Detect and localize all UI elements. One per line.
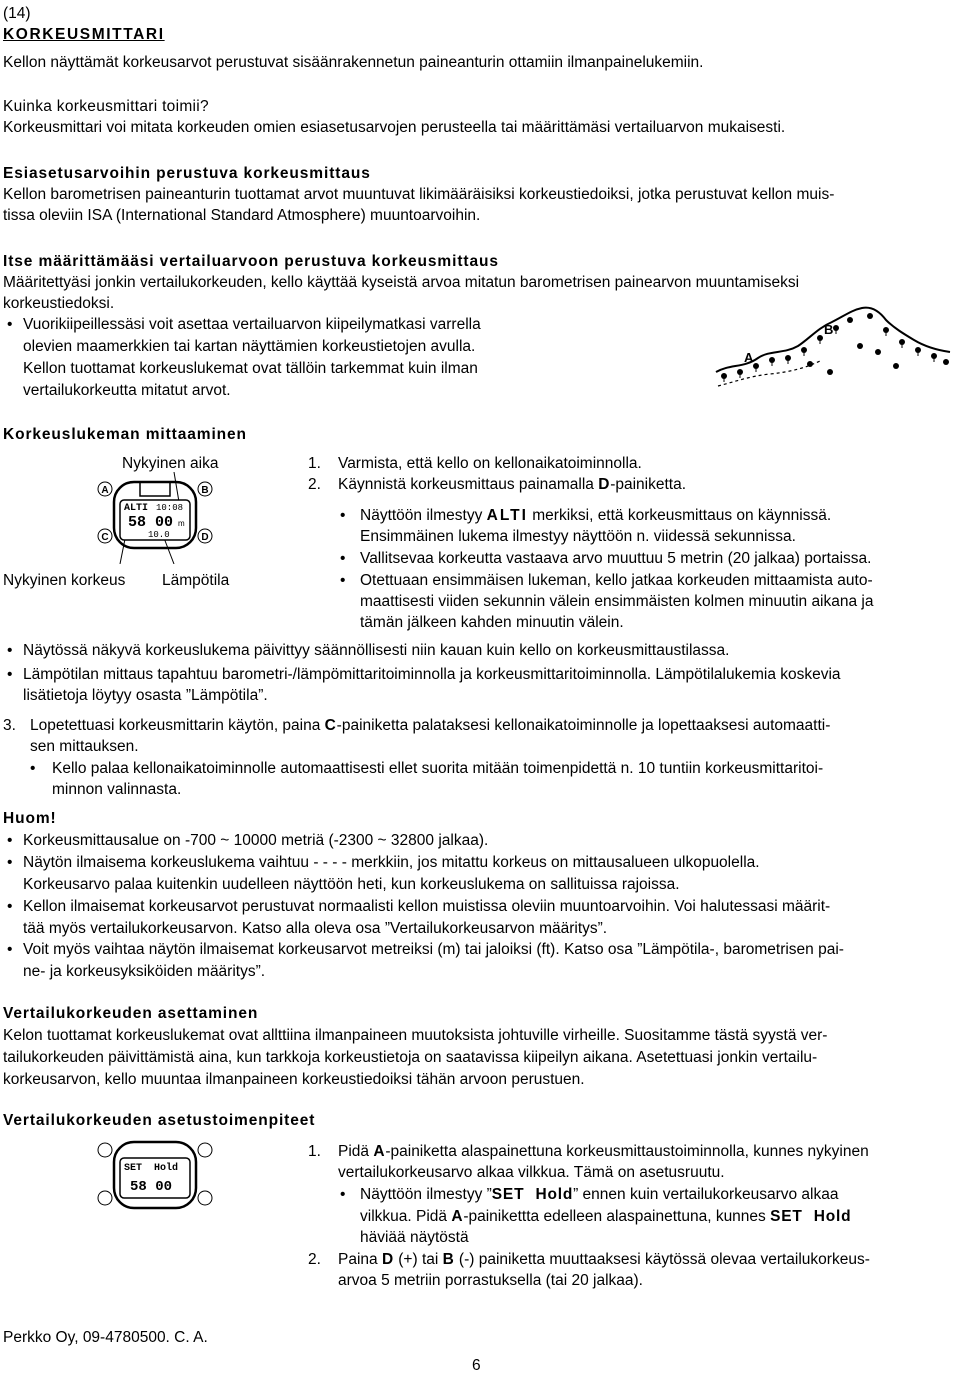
measure-step-2-pre: Käynnistä korkeusmittaus painamalla (338, 476, 599, 493)
bullet-dot: • (30, 760, 36, 777)
measure-step-2 (338, 474, 686, 495)
watch-set-value: 58 00 (130, 1179, 173, 1195)
measure-heading: Korkeuslukeman mittaaminen (3, 426, 247, 443)
measure-step-1: Varmista, että kello on kellonaikatoiminnolla. (338, 455, 642, 472)
step-number: 1. (308, 455, 321, 472)
watch-mode-text: ALTI (124, 503, 149, 514)
procedure-step-2-pre: Paina (338, 1251, 382, 1268)
note-bullet-line: ne- ja korkeusyksiköiden määritys”. (23, 963, 266, 980)
button-c-label: C (101, 532, 109, 543)
map-label-a: A (744, 350, 754, 365)
watch-display-illustration (96, 472, 214, 564)
measure-step-3-post: -painiketta palataksesi kellonaikatoiminnolle ja lopettaaksesi automaatti- (336, 717, 831, 734)
note-bullet-line: Voit myös vaihtaa näytön ilmaisemat korkeusarvot metreiksi (m) tai jaloiksi (ft). Katso osa ”Lämpötila-, barometrisen pai- (23, 941, 844, 958)
procedure-step-1-line2: vertailukorkeusarvo alkaa vilkkua. Tämä on asetusruutu. (338, 1164, 725, 1181)
procedure-step-2 (338, 1249, 870, 1270)
procedure-step-2-mid: (+) tai (393, 1251, 443, 1268)
page-number: 6 (472, 1357, 481, 1374)
measure-step-3-line2: sen mittauksen. (30, 738, 139, 755)
measure-bullet-2: Vallitsevaa korkeutta vastaava arvo muuttuu 5 metrin (20 jalkaa) portaissa. (360, 550, 872, 567)
measure-bullet-3-line: maattisesti viiden sekunnin välein ensimmäisten kolmen minuutin aikana ja (360, 593, 874, 610)
measure-bullet-1-line2: Ensimmäinen lukema ilmestyy näyttöön n. viidessä sekunnissa. (360, 528, 796, 545)
note-bullet-line: Korkeusmittausalue on -700 ~ 10000 metriä (-2300 ~ 32800 jalkaa). (23, 832, 489, 849)
procedure-bullet-line2 (360, 1206, 851, 1227)
procedure-bullet (360, 1184, 838, 1205)
step-number: 3. (3, 717, 16, 734)
note-bullet-line: Kellon ilmaisemat korkeusarvot perustuvat normaalisti kellon muistissa oleviin muuntoarvoihin. Voi halutessasi määrit- (23, 898, 831, 915)
key-a-label: A (373, 1143, 386, 1160)
set-hold-indicator: SET Hold (770, 1208, 852, 1225)
reference-line: korkeustiedoksi. (3, 295, 115, 312)
bullet-dot: • (340, 507, 346, 524)
button-b-label: B (201, 485, 209, 496)
procedure-step-2-line2: arvoa 5 metriin porrastuksella (tai 20 jalkaa). (338, 1272, 643, 1289)
how-heading: Kuinka korkeusmittari toimii? (3, 98, 209, 115)
label-temperature: Lämpötila (162, 572, 230, 589)
watch-set-text: SET (124, 1163, 143, 1174)
bullet-dot: • (7, 832, 13, 849)
procedure-bullet-line2-mid: -painikettta edelleen alaspainettuna, kunnes (463, 1208, 771, 1225)
preset-heading: Esiasetusarvoihin perustuva korkeusmittaus (3, 165, 371, 182)
bullet-dot: • (7, 642, 13, 659)
measure-step-3-pre: Lopetettuasi korkeusmittarin käytön, paina (30, 717, 325, 734)
watch-temp-text: 10.0 (148, 530, 170, 540)
procedure-bullet-mid: ” ennen kuin vertailukorkeusarvo alkaa (573, 1186, 839, 1203)
note-bullet-line: tää myös vertailukorkeusarvon. Katso alla oleva osa ”Vertailukorkeusarvon määritys”. (23, 920, 608, 937)
key-b-label: B (442, 1251, 455, 1268)
set-reference-heading: Vertailukorkeuden asettaminen (3, 1005, 259, 1022)
reference-bullet-line: Kellon tuottamat korkeuslukemat ovat tällöin tarkemmat kuin ilman (23, 360, 478, 377)
procedure-bullet-line3: häviää näytöstä (360, 1229, 469, 1246)
note-bullet-line: Korkeusarvo palaa kuitenkin uudelleen näyttöön heti, kun korkeuslukema on sallituissa rajoissa. (23, 876, 680, 893)
how-text: Korkeusmittari voi mitata korkeuden omien esiasetusarvojen perusteella tai määrittämäsi vertailuarvon mukaisesti. (3, 119, 786, 136)
bullet-dot: • (7, 316, 13, 333)
set-reference-line: tailukorkeuden päivittämistä aina, kun tarkkoja korkeustietoja on saatavissa kiipeilyn aikana. Asetettuasi jonkin vertailu- (3, 1049, 818, 1066)
footer-text: Perkko Oy, 09-4780500. C. A. (3, 1329, 208, 1346)
step-number: 1. (308, 1143, 321, 1160)
reference-line: Määritettyäsi jonkin vertailukorkeuden, kello käyttää kyseistä arvoa mitatun barometrisen painearvon muuntamiseksi (3, 274, 800, 291)
procedure-step-2-post: (-) painiketta muuttaaksesi käytössä olevaa vertailukorkeus- (454, 1251, 870, 1268)
label-current-time: Nykyinen aika (122, 455, 219, 472)
watch-set-illustration (96, 1140, 214, 1210)
page-title: KORKEUSMITTARI (3, 26, 165, 43)
watch-time-text: 10:08 (156, 503, 184, 513)
reference-heading: Itse määrittämääsi vertailuarvoon perustuva korkeusmittaus (3, 253, 499, 270)
procedure-bullet-line2-pre: vilkkua. Pidä (360, 1208, 452, 1225)
procedure-step-1-post: -painiketta alaspainettuna korkeusmittaustoiminnolla, kunnes nykyinen (385, 1143, 869, 1160)
preset-line: tissa oleviin ISA (International Standard Atmosphere) muuntoarvoihin. (3, 207, 481, 224)
measure-step-2-post: -painiketta. (610, 476, 687, 493)
general-bullet-1: Näytössä näkyvä korkeuslukema päivittyy säännöllisesti niin kauan kuin kello on korkeusmittaustilassa. (23, 642, 730, 659)
button-d-label: D (201, 532, 209, 543)
general-bullet-2-line: Lämpötilan mittaus tapahtuu barometri-/lämpömittaritoiminnolla ja korkeusmittaritoiminnolla. Lämpötilalukemia koskevia (23, 666, 841, 683)
bullet-dot: • (7, 854, 13, 871)
key-d-label: D (381, 1251, 394, 1268)
step-number: 2. (308, 1251, 321, 1268)
bullet-dot: • (7, 898, 13, 915)
measure-bullet-3-line: Otettuaan ensimmäisen lukeman, kello jatkaa korkeuden mittaamista auto- (360, 572, 873, 589)
bullet-dot: • (340, 1186, 346, 1203)
key-a-label: A (451, 1208, 464, 1225)
step-number: 2. (308, 476, 321, 493)
measure-step-3-bullet-line: Kello palaa kellonaikatoiminnolle automaattisesti ellet suorita mitään toimenpidettä n. 10 tuntiin korkeusmittaritoi- (52, 760, 824, 777)
procedure-step-1 (338, 1141, 869, 1162)
button-a-label: A (101, 485, 109, 496)
set-reference-line: korkeusarvon, kello muuntaa ilmanpaineen korkeustiedoiksi tähän arvoon perustuen. (3, 1071, 585, 1088)
bullet-dot: • (7, 666, 13, 683)
measure-step-3-bullet-line: minnon valinnasta. (52, 781, 182, 798)
page-label: (14) (3, 5, 31, 22)
reference-bullet-line: vertailukorkeutta mitatut arvot. (23, 382, 231, 399)
map-label-b: B (824, 322, 834, 337)
set-hold-indicator: SET Hold (491, 1186, 574, 1203)
watch-hold-text: Hold (154, 1163, 179, 1174)
set-reference-line: Kelon tuottamat korkeuslukemat ovat allttiina ilmanpaineen muutoksista johtuville virheille. Suositamme tästä syystä ver- (3, 1027, 828, 1044)
reference-bullet-line: olevien maamerkkien tai kartan näyttämien korkeustietojen avulla. (23, 338, 476, 355)
procedure-heading: Vertailukorkeuden asetustoimenpiteet (3, 1112, 316, 1129)
measure-bullet-1 (360, 505, 831, 526)
preset-line: Kellon barometrisen paineanturin tuottamat arvot muuntuvat likimääräisiksi korkeustiedoiksi, jotka perustuvat kellon muis- (3, 186, 835, 203)
bullet-dot: • (340, 572, 346, 589)
bullet-dot: • (7, 941, 13, 958)
watch-unit-text: m (178, 519, 185, 528)
intro-text: Kellon näyttämät korkeusarvot perustuvat sisäänrakennetun paineanturin ottamiin ilmanpainelukemiin. (3, 54, 704, 71)
alti-indicator: ALTI (486, 507, 528, 524)
measure-bullet-3-line: tämän jälkeen kahden minuutin välein. (360, 614, 624, 631)
key-d-label: D (598, 476, 611, 493)
procedure-bullet-pre: Näyttöön ilmestyy ” (360, 1186, 492, 1203)
mountain-map-illustration (710, 302, 955, 394)
measure-bullet-1-post: merkiksi, että korkeusmittaus on käynnissä. (527, 507, 832, 524)
note-bullet-line: Näytön ilmaisema korkeuslukema vaihtuu - - - - merkkiin, jos mitattu korkeus on mittausalueen ulkopuolella. (23, 854, 760, 871)
label-current-altitude: Nykyinen korkeus (3, 572, 126, 589)
reference-bullet-line: Vuorikiipeillessäsi voit asettaa vertailuarvon kiipeilymatkasi varrella (23, 316, 481, 333)
general-bullet-2-line: lisätietoja löytyy osasta ”Lämpötila”. (23, 687, 268, 704)
bullet-dot: • (340, 550, 346, 567)
note-heading: Huom! (3, 810, 57, 827)
watch-altitude-text: 58 00 (128, 514, 174, 531)
measure-step-3 (30, 715, 830, 736)
measure-bullet-1-pre: Näyttöön ilmestyy (360, 507, 487, 524)
key-c-label: C (324, 717, 337, 734)
procedure-step-1-pre: Pidä (338, 1143, 374, 1160)
